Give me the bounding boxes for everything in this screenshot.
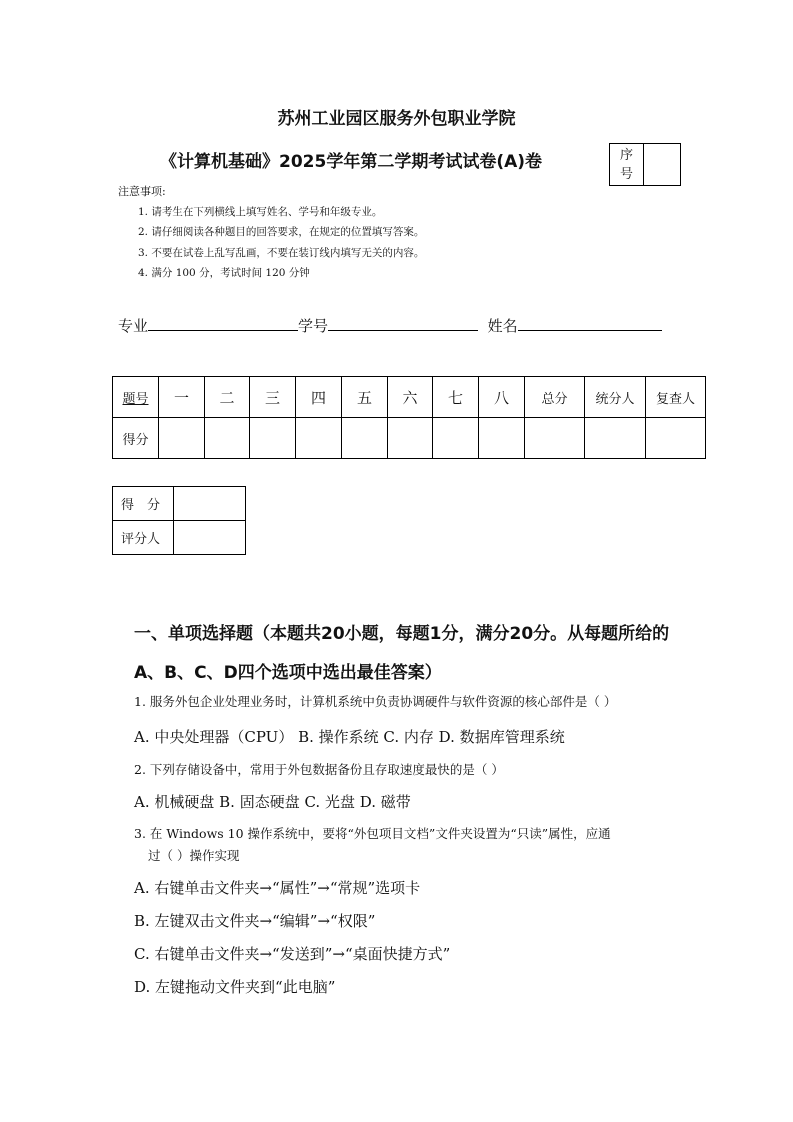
exam-title: 《计算机基础》2025学年第二学期考试试卷(A)卷 [160, 152, 543, 172]
score-cell[interactable] [388, 418, 433, 459]
score-header-cell: 三 [250, 377, 296, 418]
score-header-cell: 统分人 [585, 377, 646, 418]
question-1-options: A. 中央处理器（CPU） B. 操作系统 C. 内存 D. 数据库管理系统 [134, 728, 565, 746]
grader-table [112, 486, 246, 555]
score-table-header-row [113, 377, 706, 418]
grader-score-cell[interactable] [174, 487, 246, 521]
student-id-field[interactable] [328, 316, 478, 331]
grader-name-cell[interactable] [174, 521, 246, 555]
sequence-number-label [610, 144, 644, 185]
name-label: 姓名 [487, 317, 518, 335]
score-header-cell: 一 [159, 377, 205, 418]
score-cell[interactable] [585, 418, 646, 459]
question-3-text [134, 823, 684, 867]
question-3-line-1: 3. 在 Windows 10 操作系统中，要将“外包项目文档”文件夹设置为“只读”属性，应通 [134, 826, 611, 841]
score-header-cell: 五 [342, 377, 388, 418]
score-header-cell: 二 [205, 377, 250, 418]
question-3-option-c: C. 右键单击文件夹→“发送到”→“桌面快捷方式” [134, 945, 451, 963]
major-field[interactable] [148, 316, 298, 331]
score-cell[interactable] [433, 418, 479, 459]
note-item: 1. 请考生在下列横线上填写姓名、学号和年级专业。 [138, 206, 383, 218]
sequence-label-char-1: 序 [619, 148, 633, 163]
score-cell[interactable] [342, 418, 388, 459]
question-3-option-a: A. 右键单击文件夹→“属性”→“常规”选项卡 [134, 879, 421, 897]
note-item: 4. 满分 100 分，考试时间 120 分钟 [138, 267, 310, 279]
score-cell[interactable] [159, 418, 205, 459]
sequence-number-box [609, 143, 681, 186]
name-field[interactable] [518, 316, 662, 331]
question-3-option-d: D. 左键拖动文件夹到“此电脑” [134, 978, 336, 996]
score-cell[interactable] [646, 418, 706, 459]
score-header-cell: 七 [433, 377, 479, 418]
score-header-cell: 复查人 [646, 377, 706, 418]
section-title: 一、单项选择题（本题共20小题，每题1分，满分20分。从每题所给的A、B、C、D四个选项中选出最佳答案） [134, 624, 670, 683]
notes-title: 注意事项: [118, 185, 166, 198]
score-cell[interactable] [250, 418, 296, 459]
question-2-text: 2. 下列存储设备中，常用于外包数据备份且存取速度最快的是（ ） [134, 762, 504, 777]
grader-name-label: 评分人 [113, 521, 174, 555]
note-item: 3. 不要在试卷上乱写乱画，不要在装订线内填写无关的内容。 [138, 247, 425, 259]
score-cell[interactable] [296, 418, 342, 459]
score-cell[interactable] [479, 418, 525, 459]
question-3-option-b: B. 左键双击文件夹→“编辑”→“权限” [134, 912, 376, 930]
major-label: 专业 [118, 317, 149, 335]
grader-score-label: 得 分 [113, 487, 174, 521]
score-header-cell: 六 [388, 377, 433, 418]
score-cell[interactable] [205, 418, 250, 459]
score-header-cell: 八 [479, 377, 525, 418]
question-1-text: 1. 服务外包企业处理业务时，计算机系统中负责协调硬件与软件资源的核心部件是（ ） [134, 694, 617, 709]
score-table [112, 376, 706, 459]
score-table-value-row [113, 418, 706, 459]
score-cell[interactable] [525, 418, 585, 459]
score-header-cell: 四 [296, 377, 342, 418]
sequence-label-char-2: 号 [619, 167, 633, 182]
question-3-line-2: 过（ ）操作实现 [148, 848, 240, 863]
question-2-options: A. 机械硬盘 B. 固态硬盘 C. 光盘 D. 磁带 [134, 793, 411, 811]
note-item: 2. 请仔细阅读各种题目的回答要求，在规定的位置填写答案。 [138, 226, 425, 238]
school-name: 苏州工业园区服务外包职业学院 [277, 109, 516, 129]
student-id-label: 学号 [298, 317, 329, 335]
score-header-cell: 题号 [113, 377, 159, 418]
score-row-label: 得分 [113, 418, 159, 459]
score-header-cell: 总分 [525, 377, 585, 418]
student-info-row [118, 315, 662, 336]
